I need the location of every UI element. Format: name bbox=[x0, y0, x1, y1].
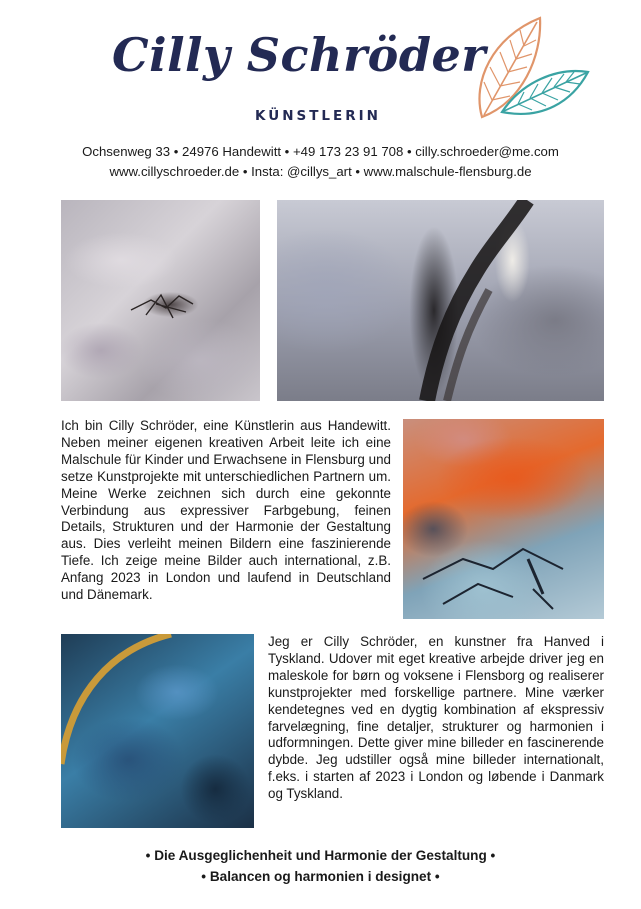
contact-address-line: Ochsenweg 33 • 24976 Handewitt • +49 173 23 91 708 • cilly.schroeder@me.com bbox=[82, 144, 559, 159]
artist-role: KÜNSTLERIN bbox=[255, 108, 381, 124]
bio-text-danish: Jeg er Cilly Schröder, en kunstner fra Hanved i Tyskland. Udover mit eget kreative arbejde driver jeg en maleskole for børn og voksene i Flensborg og realiserer kunstprojekter med forskellige partnere. Mine værker kendetegnes ved en dygtig kombination af ekspressiv farvelægning, fine detaljer, strukturer og harmonien i udformningen. Dette giver mine billeder en fascinerende dybde. Jeg udstiller også mine billeder internationalt, f.eks. i starten af 2023 i London og løbende i Danmark og Tyskland. bbox=[268, 634, 604, 802]
leaves-icon bbox=[462, 12, 592, 130]
motto-german: • Die Ausgeglichenheit und Harmonie der Gestaltung • bbox=[145, 848, 496, 863]
motto-danish: • Balancen og harmonien i designet • bbox=[201, 869, 440, 884]
artwork-photo-blue-gold-arc bbox=[61, 634, 254, 828]
artwork-photo-crack-texture bbox=[277, 200, 604, 401]
bio-text-german: Ich bin Cilly Schröder, eine Künstlerin aus Handewitt. Neben meiner eigenen kreativen Arbeit leite ich eine Malschule für Kinder und Erwachsene in Flensburg und setze Kunstprojekte mit unterschiedlichen Partnern um. Meine Werke zeichnen sich durch eine gekonnte Verbindung aus expressiver Farbgebung, feinen Details, Strukturen und der Harmonie der Gestaltung aus. Dies verleiht meinen Bildern eine faszinierende Tiefe. Ich zeige meine Bilder auch international, z.B. Anfang 2023 in London und laufend in Deutschland und Dänemark. bbox=[61, 418, 391, 603]
artist-name: Cilly Schröder bbox=[112, 28, 487, 82]
artwork-photo-stone-texture bbox=[61, 200, 260, 401]
artwork-photo-orange-abstract bbox=[403, 419, 604, 619]
contact-web-line: www.cillyschroeder.de • Insta: @cillys_art • www.malschule-flensburg.de bbox=[109, 164, 532, 179]
